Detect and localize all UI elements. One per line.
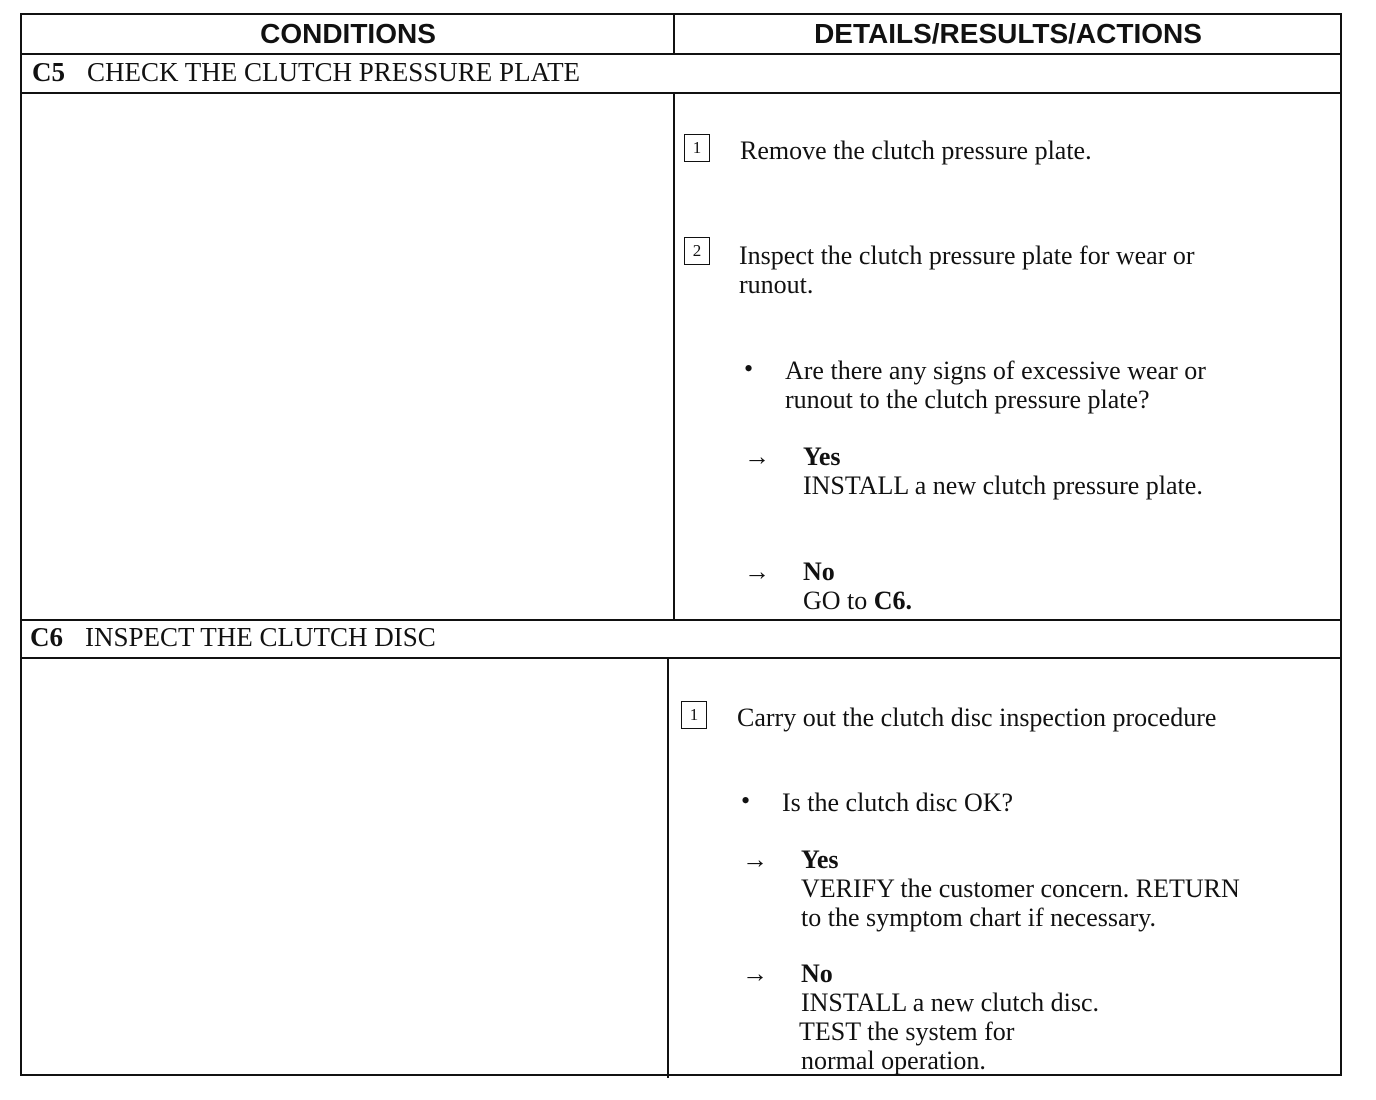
c5-question	[785, 356, 1206, 414]
section-c5-title-text: CHECK THE CLUTCH PRESSURE PLATE	[87, 57, 581, 87]
diagnostic-table	[20, 13, 1342, 1076]
rule-c5-end	[22, 619, 1340, 621]
section-c6-title	[30, 622, 436, 653]
rule-header	[22, 53, 1340, 55]
c5-no-label: No	[803, 557, 835, 586]
header-divider	[673, 15, 675, 55]
c6-no-action-line3: normal operation.	[801, 1046, 986, 1075]
c5-step2-line2: runout.	[739, 270, 814, 299]
c5-question-line2: runout to the clutch pressure plate?	[785, 385, 1150, 414]
section-c6-title-text: INSPECT THE CLUTCH DISC	[85, 622, 436, 652]
c6-no-action-line2: TEST the system for	[799, 1017, 1015, 1046]
c5-divider	[673, 93, 675, 620]
c5-yes-label: Yes	[803, 442, 841, 471]
c5-question-line1: Are there any signs of excessive wear or	[785, 356, 1206, 385]
c6-yes-label: Yes	[801, 845, 839, 874]
c6-no-action-line1: INSTALL a new clutch disc.	[801, 988, 1100, 1017]
c6-step1-text: Carry out the clutch disc inspection procedure	[737, 703, 1217, 732]
c6-no-arrow-icon: →	[742, 959, 768, 988]
c6-yes-answer	[801, 845, 1240, 932]
c5-step1-number: 1	[684, 134, 710, 162]
c6-divider	[667, 658, 669, 1078]
conditions-header: CONDITIONS	[260, 18, 436, 49]
section-c6-code: C6	[30, 622, 63, 652]
c5-step2-number: 2	[684, 237, 710, 265]
c5-no-action-target: C6.	[873, 586, 913, 615]
rule-c5-title	[22, 92, 1340, 94]
c6-yes-action-line1: VERIFY the customer concern. RETURN	[801, 874, 1240, 903]
c6-step1-number: 1	[681, 701, 707, 729]
c5-step1-text: Remove the clutch pressure plate.	[740, 136, 1092, 165]
c6-no-answer	[799, 959, 1099, 1075]
c5-bullet-icon: •	[744, 354, 754, 383]
c6-question: Is the clutch disc OK?	[782, 788, 1014, 817]
c5-no-arrow-icon: →	[744, 557, 770, 586]
c5-yes-answer	[803, 442, 1203, 500]
c5-yes-arrow-icon: →	[744, 442, 770, 471]
c6-yes-arrow-icon: →	[742, 845, 768, 874]
c6-no-label: No	[801, 959, 833, 988]
c5-no-action-prefix: GO to	[803, 586, 874, 615]
c5-no-answer	[803, 557, 912, 615]
section-c5-code: C5	[32, 57, 65, 87]
c5-step2-text	[739, 241, 1195, 299]
c6-bullet-icon: •	[741, 786, 751, 815]
c5-yes-action: INSTALL a new clutch pressure plate.	[803, 471, 1203, 500]
c5-step2-line1: Inspect the clutch pressure plate for wear or	[739, 241, 1195, 270]
details-header: DETAILS/RESULTS/ACTIONS	[814, 18, 1202, 49]
c6-yes-action-line2: to the symptom chart if necessary.	[801, 903, 1156, 932]
section-c5-title	[32, 57, 580, 88]
rule-c6-title	[22, 657, 1340, 659]
